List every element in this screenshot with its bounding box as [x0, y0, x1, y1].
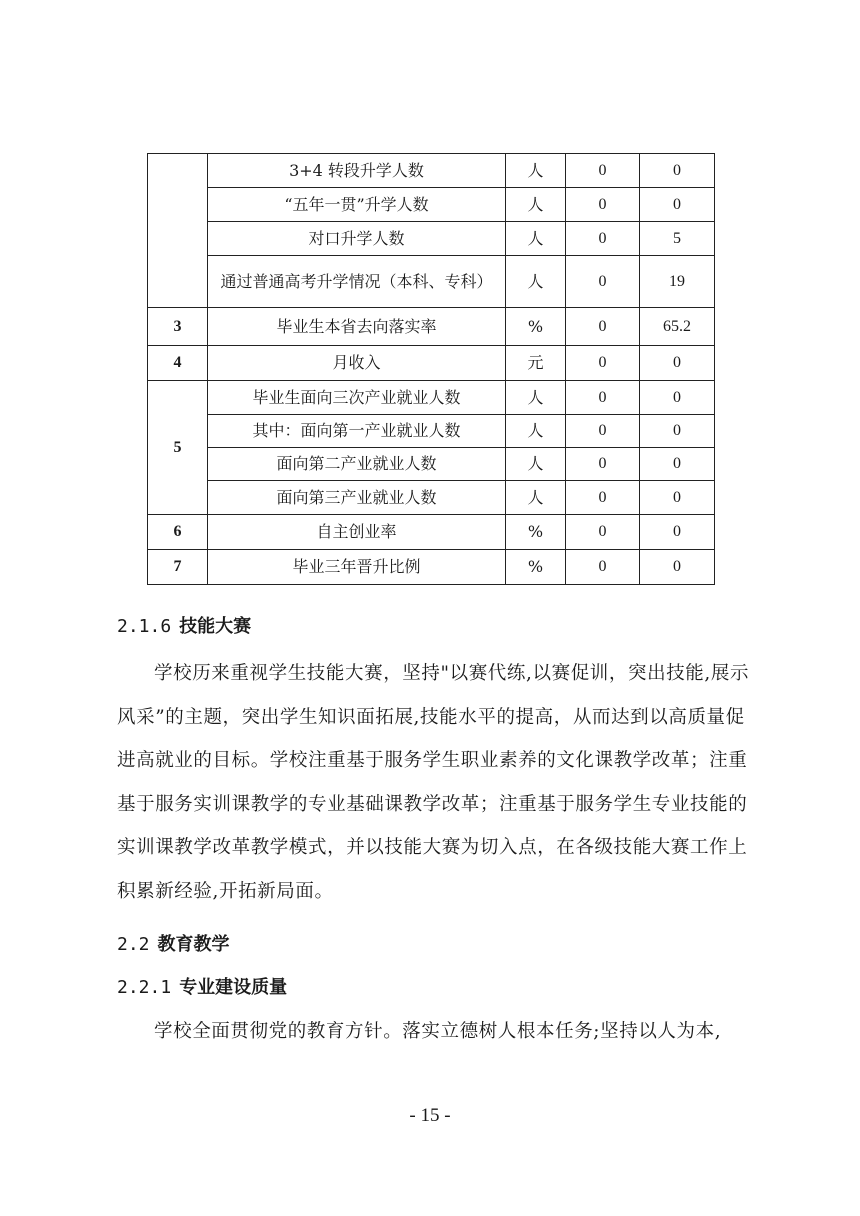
table-row	[148, 550, 715, 585]
row-number-cell: 5	[148, 381, 208, 515]
unit-cell: 人	[506, 256, 566, 308]
table-row	[148, 346, 715, 381]
value-cell: 0	[566, 188, 640, 222]
table-row	[148, 415, 715, 448]
unit-cell: 人	[506, 188, 566, 222]
section-paragraph-2-1-6: 学校历来重视学生技能大赛，坚持"以赛代练,以赛促训，突出技能,展示风采”的主题，突出学生知识面拓展,技能水平的提高，从而达到以高质量促进高就业的目标。学校注重基于服务学生职业素养的文化课教学改革；注重基于服务实训课教学的专业基础课教学改革；注重基于服务学生专业技能的实训课教学改革教学模式，并以技能大赛为切入点，在各级技能大赛工作上积累新经验,开拓新局面。	[117, 663, 750, 902]
statistics-table	[147, 153, 715, 585]
item-cell: 毕业生本省去向落实率	[208, 308, 506, 346]
value-cell: 0	[566, 381, 640, 415]
section-heading-2-2-1	[117, 973, 757, 999]
item-cell: 毕业生面向三次产业就业人数	[208, 381, 506, 415]
value-cell: 0	[640, 448, 715, 481]
value-cell: 0	[566, 346, 640, 381]
section-number: 2.2.1	[117, 977, 172, 998]
unit-cell: %	[506, 550, 566, 585]
table-row	[148, 188, 715, 222]
row-number-cell: 4	[148, 346, 208, 381]
section-number: 2.1.6	[117, 616, 172, 637]
section-title: 教育教学	[157, 934, 230, 955]
table-row	[148, 515, 715, 550]
row-number-cell: 6	[148, 515, 208, 550]
unit-cell: 元	[506, 346, 566, 381]
table-row	[148, 481, 715, 515]
unit-cell: %	[506, 515, 566, 550]
table-row	[148, 222, 715, 256]
row-number-cell: 7	[148, 550, 208, 585]
value-cell: 0	[640, 415, 715, 448]
unit-cell: 人	[506, 415, 566, 448]
section-paragraph-2-2-1: 学校全面贯彻党的教育方针。落实立德树人根本任务;坚持以人为本,	[154, 1021, 722, 1042]
value-cell: 0	[640, 381, 715, 415]
table-row	[148, 448, 715, 481]
value-cell: 0	[640, 550, 715, 585]
table-row	[148, 256, 715, 308]
item-cell: 毕业三年晋升比例	[208, 550, 506, 585]
unit-cell: 人	[506, 381, 566, 415]
section-title: 技能大赛	[179, 616, 252, 637]
page-number: - 15 -	[409, 1105, 451, 1126]
value-cell: 19	[640, 256, 715, 308]
section-heading-2-2	[117, 930, 757, 956]
row-number-cell: 3	[148, 308, 208, 346]
item-cell: “五年一贯”升学人数	[208, 188, 506, 222]
value-cell: 0	[640, 481, 715, 515]
item-cell: 自主创业率	[208, 515, 506, 550]
item-cell: 通过普通高考升学情况（本科、专科）	[208, 256, 506, 308]
section-title: 专业建设质量	[179, 977, 288, 998]
value-cell: 0	[640, 188, 715, 222]
value-cell: 5	[640, 222, 715, 256]
table-row	[148, 308, 715, 346]
value-cell: 0	[640, 346, 715, 381]
value-cell: 0	[566, 308, 640, 346]
section-number: 2.2	[117, 934, 150, 955]
value-cell: 0	[566, 415, 640, 448]
unit-cell: 人	[506, 222, 566, 256]
item-cell: 面向第二产业就业人数	[208, 448, 506, 481]
value-cell: 0	[566, 222, 640, 256]
value-cell: 65.2	[640, 308, 715, 346]
value-cell: 0	[640, 154, 715, 188]
value-cell: 0	[566, 550, 640, 585]
table-row	[148, 154, 715, 188]
item-cell: 3+4 转段升学人数	[208, 154, 506, 188]
value-cell: 0	[566, 448, 640, 481]
unit-cell: %	[506, 308, 566, 346]
section-heading-2-1-6	[117, 612, 757, 638]
item-cell: 对口升学人数	[208, 222, 506, 256]
unit-cell: 人	[506, 481, 566, 515]
value-cell: 0	[566, 481, 640, 515]
value-cell: 0	[566, 256, 640, 308]
value-cell: 0	[566, 515, 640, 550]
item-cell: 面向第三产业就业人数	[208, 481, 506, 515]
value-cell: 0	[566, 154, 640, 188]
item-cell: 其中：面向第一产业就业人数	[208, 415, 506, 448]
value-cell: 0	[640, 515, 715, 550]
row-number-cell	[148, 154, 208, 308]
table-row	[148, 381, 715, 415]
unit-cell: 人	[506, 154, 566, 188]
unit-cell: 人	[506, 448, 566, 481]
item-cell: 月收入	[208, 346, 506, 381]
